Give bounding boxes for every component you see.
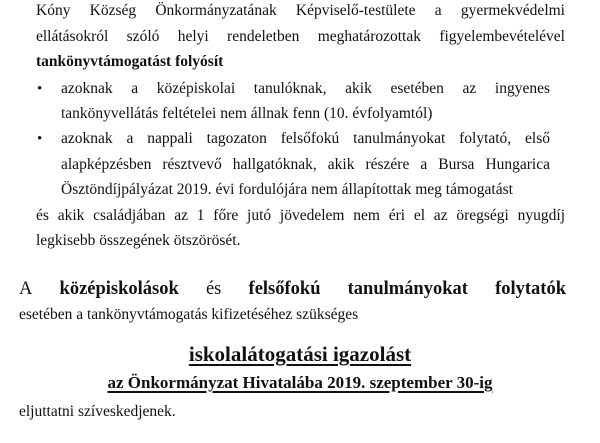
certificate-headline: iskolalátogatási igazolást	[188, 342, 412, 366]
condition-line-1: és akik családjában az 1 főre jutó jövedelem nem éri el az öregségi nyugdíj	[36, 207, 565, 224]
bullet-1-line-2: tankönyvellátás feltételei nem állnak fenn (10. évfolyamtól)	[61, 105, 433, 122]
deadline-line: az Önkormányzat Hivatalába 2019. szeptember 30-ig	[107, 373, 493, 392]
condition-line-2: legkisebb összegének ötszörösét.	[36, 232, 241, 249]
intro-line-1: Kóny Község Önkormányzatának Képviselő-testülete a gyermekvédelmi	[36, 2, 565, 19]
notice-line-1	[19, 277, 566, 301]
bullet-2-marker: •	[37, 131, 43, 147]
notice-word-a: A	[19, 279, 33, 299]
notice-word-pursuing: folytatók	[495, 279, 566, 299]
intro-line-2: ellátásokról szóló helyi rendeletben meghatározottak figyelembevételével	[36, 28, 565, 45]
bullet-2-line-2: alapképzésben résztvevő hallgatóknak, akik részére a Bursa Hungarica	[61, 156, 550, 173]
intro-line-3: tankönyvtámogatást folyósít	[36, 53, 224, 70]
closing-line: eljuttatni szíveskedjenek.	[19, 403, 176, 420]
notice-word-and: és	[205, 279, 222, 299]
notice-word-higher-education: felsőfokú	[248, 279, 321, 299]
notice-line-2: esetében a tankönyvtámogatás kifizetéséhez szükséges	[19, 306, 359, 323]
notice-word-secondary-students: középiskolások	[59, 279, 179, 299]
bullet-1-marker: •	[37, 81, 43, 97]
bullet-2-line-1: azoknak a nappali tagozaton felsőfokú tanulmányokat folytató, első	[61, 130, 550, 147]
bullet-2-line-3: Ösztöndíjpályázat 2019. évi fordulójára nem állapítottak meg támogatást	[61, 181, 513, 198]
bullet-1-line-1: azoknak a középiskolai tanulóknak, akik esetében az ingyenes	[61, 80, 550, 97]
notice-word-studies: tanulmányokat	[347, 279, 468, 299]
